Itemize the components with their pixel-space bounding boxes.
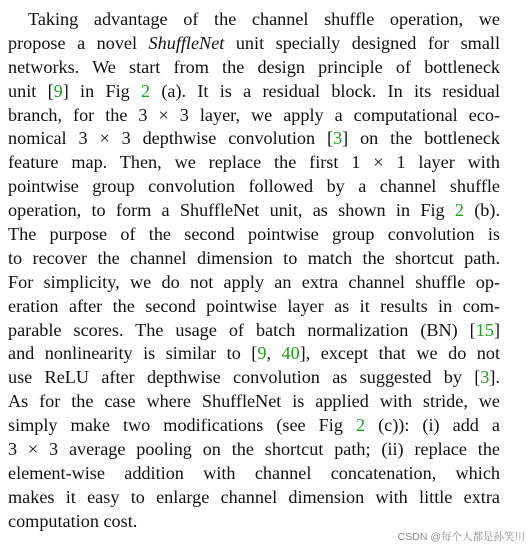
text-line: parable scores. The usage of batch normalization (BN) [15] — [8, 319, 500, 340]
citation-link[interactable]: 3 — [333, 128, 343, 149]
text-line: nomical 3 × 3 depthwise convolution [3] on the bottleneck — [8, 128, 500, 149]
shufflenet-emphasis: ShuffleNet — [148, 32, 225, 53]
text-line: simply make two modifications (see Fig 2 (c)): (i) add a — [8, 415, 501, 436]
text-line: networks. We start from the design principle of bottleneck — [8, 56, 500, 77]
text-line: 3 × 3 average pooling on the shortcut path; (ii) replace the — [8, 439, 500, 460]
citation-link[interactable]: 40 — [281, 343, 300, 364]
text-line: pointwise group convolution followed by a channel shuffle — [8, 176, 500, 197]
figure-link[interactable]: 2 — [454, 200, 464, 221]
body-paragraph — [8, 8, 500, 534]
citation-link[interactable]: 15 — [475, 319, 494, 340]
text-line: operation, to form a ShuffleNet unit, as shown in Fig 2 (b). — [8, 200, 500, 221]
text-line: to recover the channel dimension to match the shortcut path. — [8, 247, 500, 268]
text-line: propose a novel ShuffleNet unit specially designed for small — [8, 32, 500, 53]
figure-link[interactable]: 2 — [141, 80, 151, 101]
text-line: element-wise addition with channel concatenation, which — [8, 462, 500, 483]
citation-link[interactable]: 3 — [480, 367, 490, 388]
text-line: As for the case where ShuffleNet is applied with stride, we — [8, 391, 500, 412]
text-line: The purpose of the second pointwise group convolution is — [8, 224, 500, 245]
csdn-watermark: CSDN @每个人都是孙笑川 — [397, 531, 525, 543]
text-line: and nonlinearity is similar to [9, 40], except that we do not — [8, 343, 500, 364]
text-line: For simplicity, we do not apply an extra channel shuffle op- — [8, 271, 500, 292]
citation-link[interactable]: 9 — [257, 343, 267, 364]
text-line: eration after the second pointwise layer as it results in com- — [8, 295, 500, 316]
citation-link[interactable]: 9 — [53, 80, 63, 101]
text-line: unit [9] in Fig 2 (a). It is a residual block. In its residual — [8, 80, 500, 101]
text-line: feature map. Then, we replace the first 1 × 1 layer with — [8, 152, 500, 173]
text-line: use ReLU after depthwise convolution as suggested by [3]. — [8, 367, 500, 388]
text-line: branch, for the 3 × 3 layer, we apply a computational eco- — [8, 104, 500, 125]
text-line: makes it easy to enlarge channel dimension with little extra — [8, 486, 500, 507]
figure-link[interactable]: 2 — [355, 415, 366, 436]
text-line: computation cost. — [8, 510, 138, 531]
text-line: Taking advantage of the channel shuffle operation, we — [28, 9, 500, 29]
